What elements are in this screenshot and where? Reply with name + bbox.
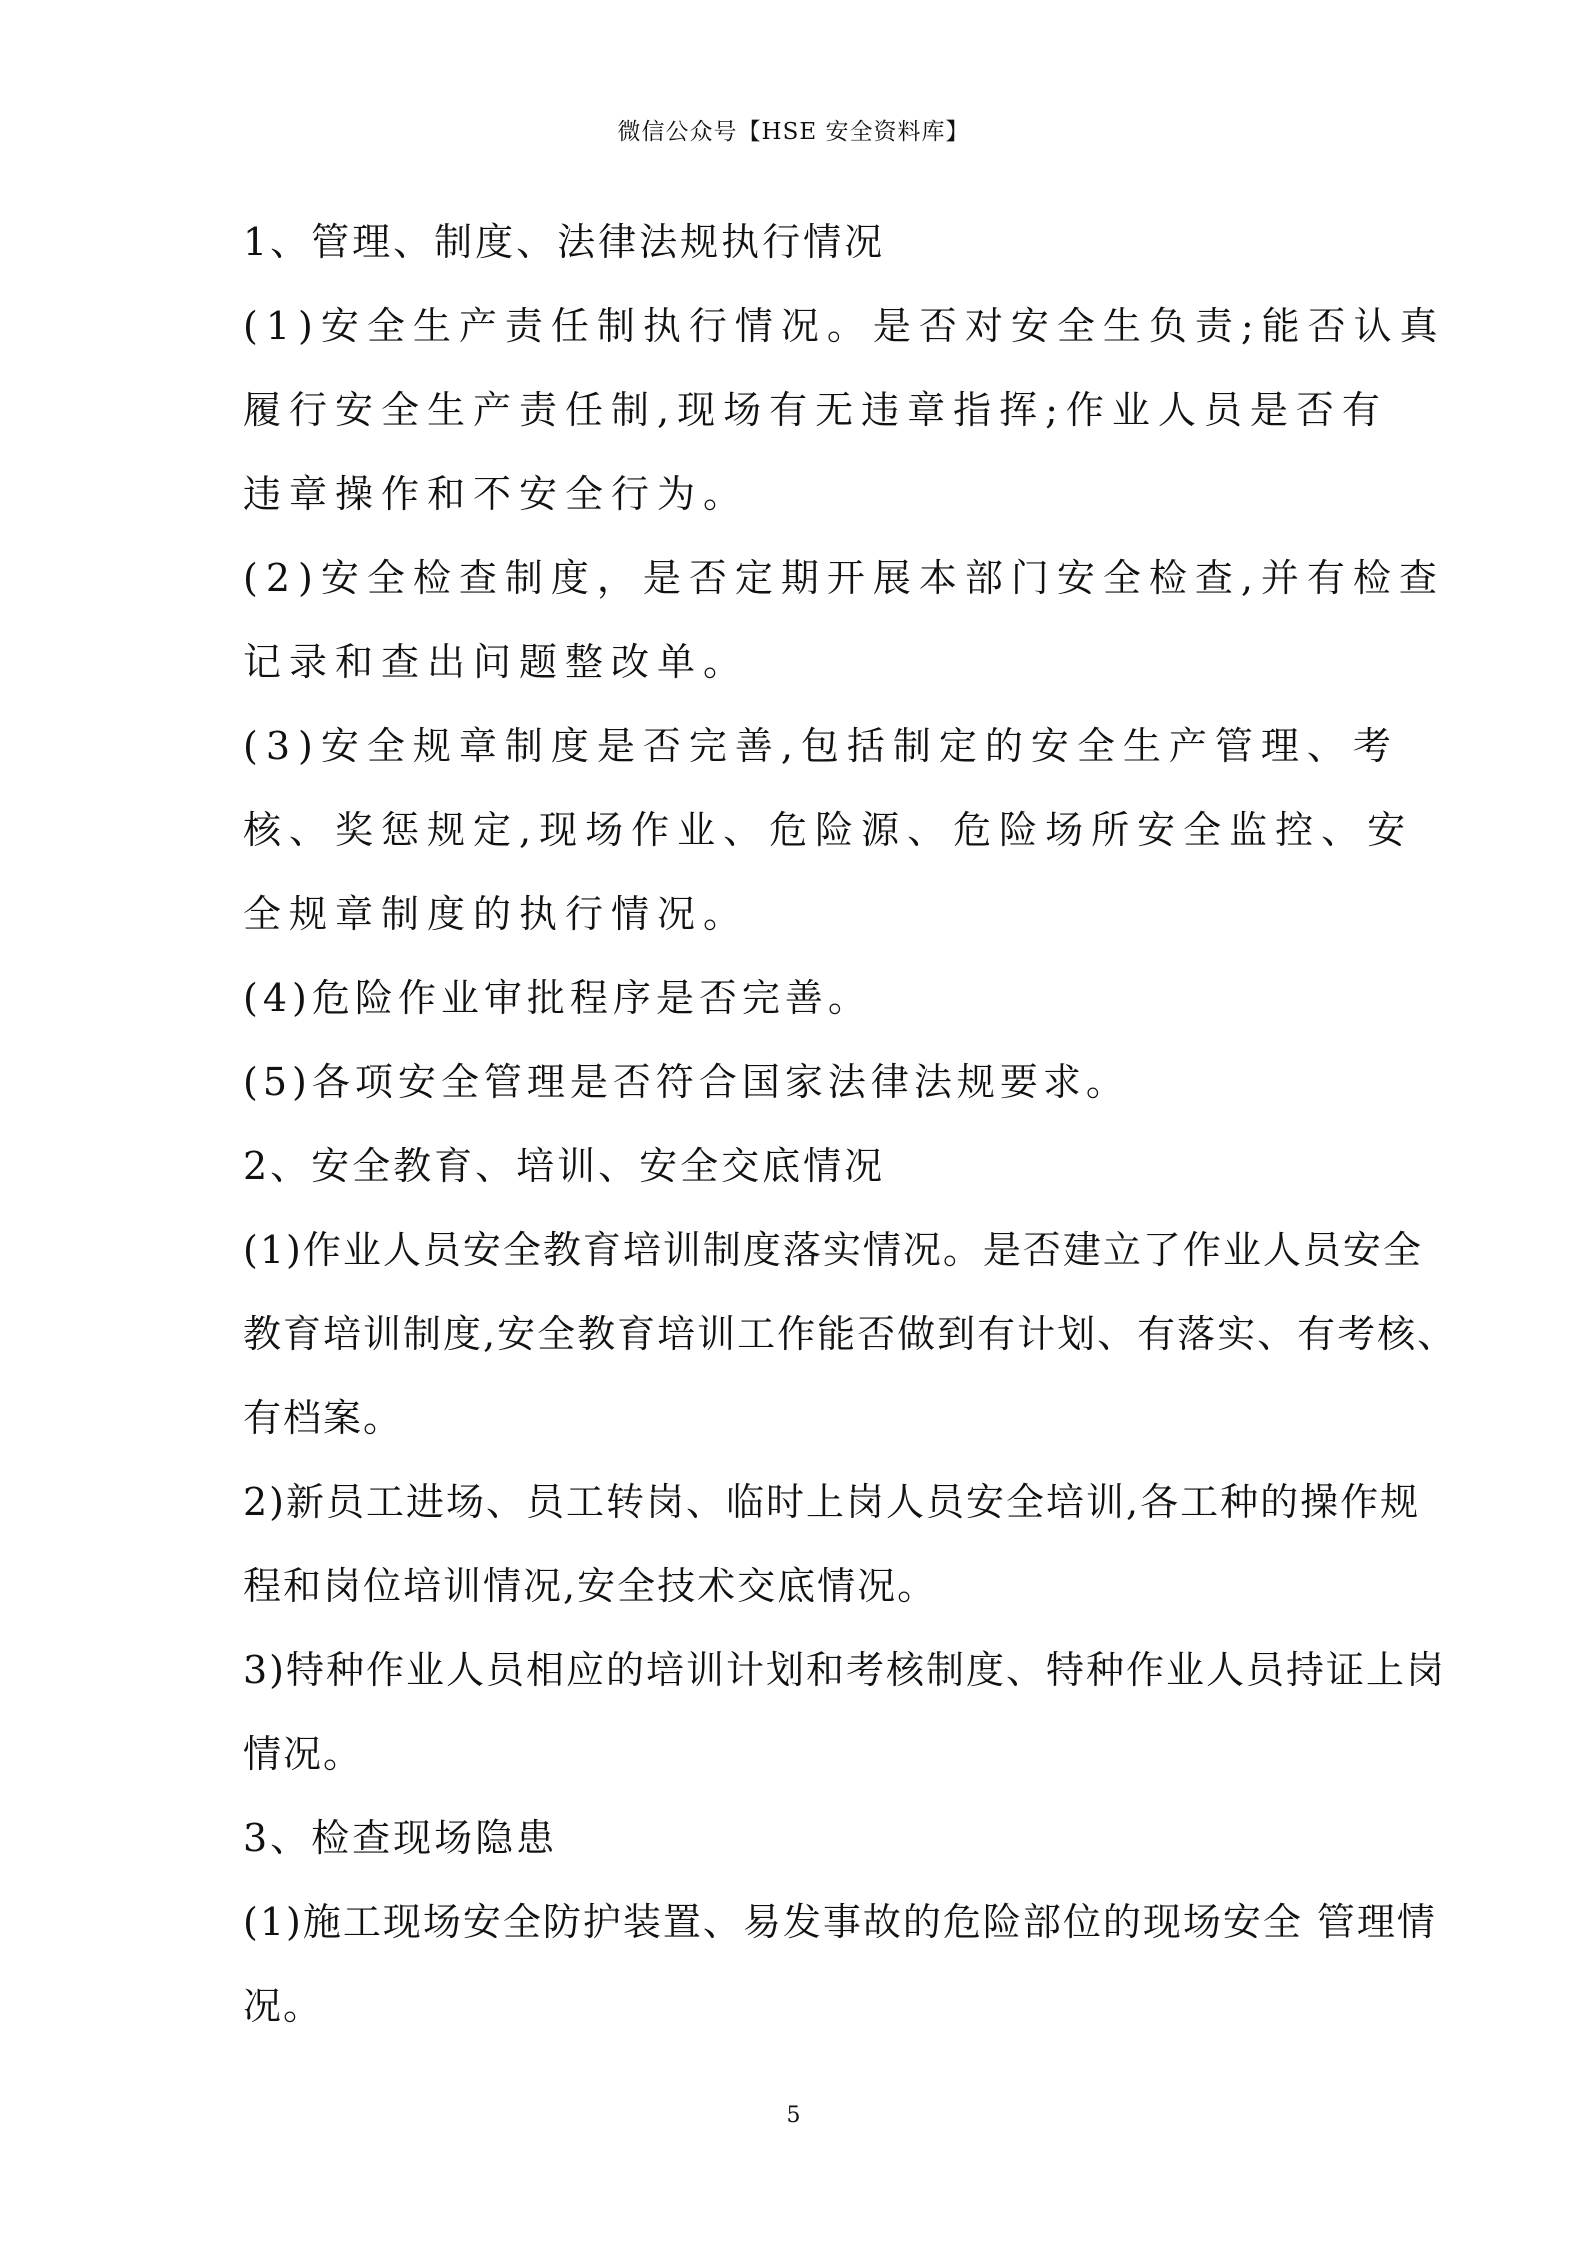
section-heading-1: 1、管理、制度、法律法规执行情况 [243, 220, 886, 264]
paragraph-line: 全规章制度的执行情况。 [243, 892, 750, 936]
section-heading-2: 2、安全教育、培训、安全交底情况 [243, 1144, 886, 1188]
paragraph-line: 况。 [243, 1984, 324, 2028]
paragraph-line: (2)安全检查制度，是否定期开展本部门安全检查,并有检查 [243, 556, 1445, 600]
paragraph-line: 核、奖惩规定,现场作业、危险源、危险场所安全监控、安 [243, 808, 1414, 852]
document-body [243, 200, 1458, 2048]
paragraph-line: (1)施工现场安全防护装置、易发事故的危险部位的现场安全 管理情 [243, 1900, 1437, 1944]
paragraph-line: 教育培训制度,安全教育培训工作能否做到有计划、有落实、有考核、 [243, 1312, 1458, 1356]
page-number: 5 [786, 2103, 801, 2128]
paragraph-line: 记录和查出问题整改单。 [243, 640, 750, 684]
paragraph-line: (3)安全规章制度是否完善,包括制定的安全生产管理、考 [243, 724, 1399, 768]
section-heading-3: 3、检查现场隐患 [243, 1816, 558, 1860]
paragraph-line: 违章操作和不安全行为。 [243, 472, 750, 516]
paragraph-line: (1)作业人员安全教育培训制度落实情况。是否建立了作业人员安全 [243, 1228, 1423, 1272]
paragraph-line: (4)危险作业审批程序是否完善。 [243, 976, 871, 1020]
document-header: 微信公众号【HSE 安全资料库】 [617, 119, 970, 145]
paragraph-line: (5)各项安全管理是否符合国家法律法规要求。 [243, 1060, 1129, 1104]
paragraph-line: 2)新员工进场、员工转岗、临时上岗人员安全培训,各工种的操作规 [243, 1480, 1421, 1524]
paragraph-line: 有档案。 [243, 1396, 404, 1440]
paragraph-line: 程和岗位培训情况,安全技术交底情况。 [243, 1564, 938, 1608]
paragraph-line: 3)特种作业人员相应的培训计划和考核制度、特种作业人员持证上岗 [243, 1648, 1447, 1692]
paragraph-line: 履行安全生产责任制,现场有无违章指挥;作业人员是否有 [243, 388, 1388, 432]
paragraph-line: 情况。 [243, 1732, 364, 1776]
paragraph-line: (1)安全生产责任制执行情况。是否对安全生负责;能否认真 [243, 304, 1446, 348]
